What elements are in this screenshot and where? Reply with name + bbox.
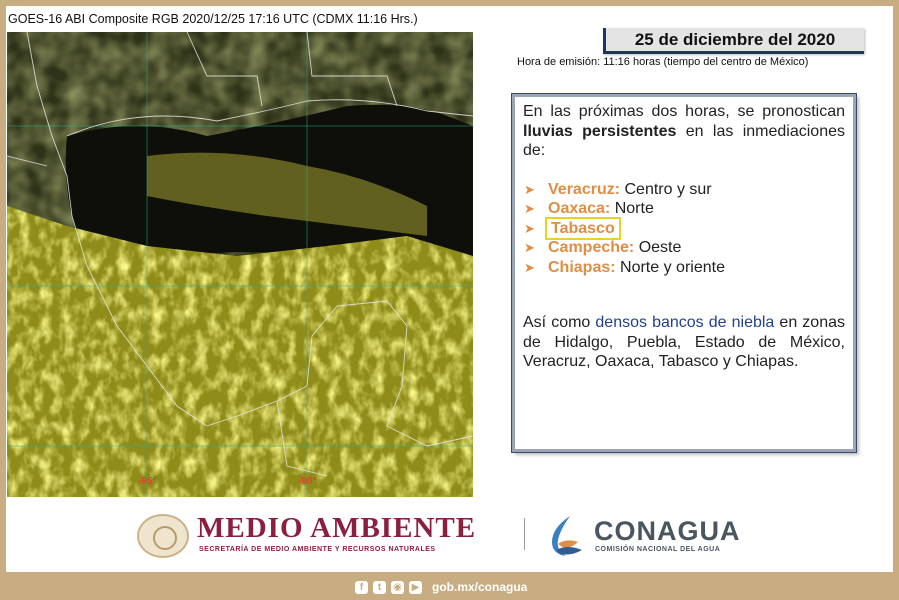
facebook-icon[interactable]: f <box>355 581 368 594</box>
list-item: ➤ Veracruz: Centro y sur <box>524 180 712 198</box>
arrow-bullet-icon: ➤ <box>524 259 535 275</box>
twitter-icon[interactable]: t <box>373 581 386 594</box>
instagram-icon[interactable]: ◉ <box>391 581 404 594</box>
medio-ambiente-title: MEDIO AMBIENTE <box>197 512 477 544</box>
date-banner: 25 de diciembre del 2020 <box>603 28 864 54</box>
conagua-subtitle: COMISIÓN NACIONAL DEL AGUA <box>595 546 721 553</box>
arrow-bullet-icon: ➤ <box>524 181 535 197</box>
arrow-bullet-icon: ➤ <box>524 201 535 216</box>
arrow-bullet-icon: ➤ <box>524 240 535 255</box>
list-item <box>523 219 845 239</box>
list-item: ➤ Campeche: Oeste <box>524 239 682 256</box>
list-item: ➤ Oaxaca: Norte <box>524 200 654 217</box>
coat-of-arms-icon <box>137 514 189 558</box>
forecast-intro: En las próximas dos horas, se pronostican lluvias persistentes en las inmediaciones de: <box>523 103 845 159</box>
fog-paragraph: Así como densos bancos de niebla en zonas de Hidalgo, Puebla, Estado de México, Veracruz, Oaxaca, Tabasco y Chiapas. <box>523 314 845 370</box>
youtube-icon[interactable]: ▶ <box>409 581 422 594</box>
logo-divider <box>524 518 525 550</box>
longitude-label-95: -95° <box>138 476 157 487</box>
region-list <box>523 180 845 278</box>
satellite-map <box>7 6 473 497</box>
conagua-mark-icon <box>546 514 584 558</box>
emission-time: Hora de emisión: 11:16 horas (tiempo del centro de México) <box>517 56 809 68</box>
longitude-label-90: -90° <box>298 476 317 487</box>
satellite-image <box>7 6 473 497</box>
forecast-box <box>512 94 856 452</box>
satellite-header: GOES-16 ABI Composite RGB 2020/12/25 17:16 UTC (CDMX 11:16 Hrs.) <box>7 6 473 32</box>
tabasco-highlight: Tabasco <box>548 220 618 237</box>
conagua-logo <box>546 514 766 560</box>
arrow-bullet-icon: ➤ <box>524 220 535 236</box>
conagua-title: CONAGUA <box>594 516 741 546</box>
medio-ambiente-logo <box>137 512 517 560</box>
list-item: ➤ Chiapas: Norte y oriente <box>524 258 725 276</box>
forecast-highlight: lluvias persistentes <box>523 122 677 140</box>
social-links <box>355 579 527 595</box>
gob-link[interactable]: gob.mx/conagua <box>432 580 528 594</box>
medio-ambiente-subtitle: SECRETARÍA DE MEDIO AMBIENTE Y RECURSOS NATURALES <box>199 546 436 553</box>
